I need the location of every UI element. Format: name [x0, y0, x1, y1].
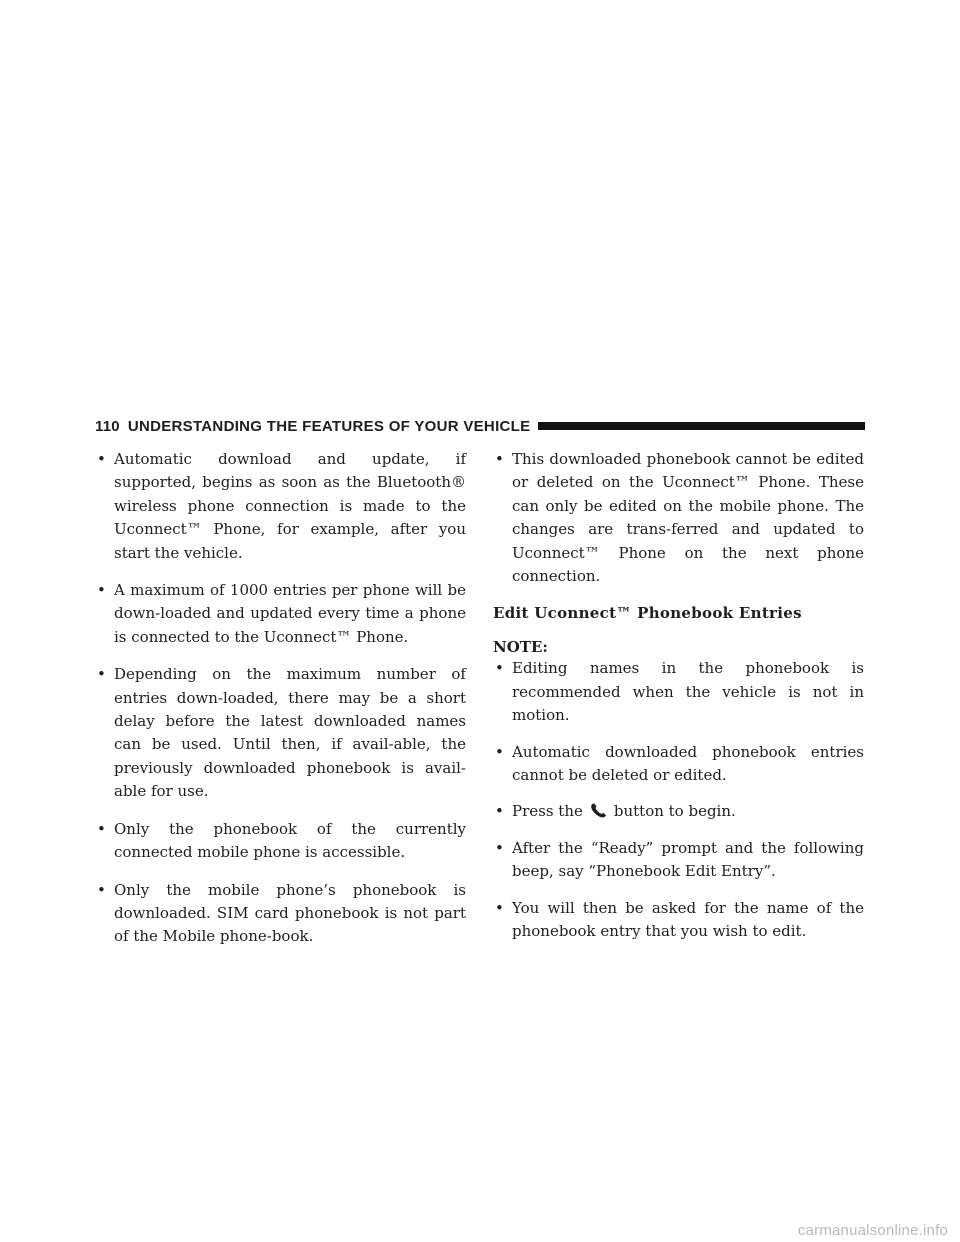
- list-item: [493, 657, 864, 727]
- right-column: [493, 448, 864, 957]
- left-bullet-list: [95, 448, 466, 949]
- bullet-glyph: •: [495, 450, 504, 468]
- list-item-text: A maximum of 1000 entries per phone will be down-loaded and updated every time a phone is connected to the Uconnect™ Phone.: [114, 581, 466, 646]
- list-item: [493, 897, 864, 944]
- bullet-glyph: •: [495, 838, 504, 857]
- bullet-glyph: •: [495, 898, 504, 917]
- list-item-text: Automatic download and update, if supported, begins as soon as the Bluetooth® wireless phone connection is made to the Uconnect™ Phone, for example, after you start the vehicle.: [114, 450, 466, 562]
- list-item-text: Only the mobile phone’s phonebook is downloaded. SIM card phonebook is not part of the Mobile phone-book.: [114, 880, 466, 946]
- right-top-bullet-list: [493, 448, 864, 588]
- list-item-text: Editing names in the phonebook is recommended when the vehicle is not in motion.: [512, 659, 864, 725]
- left-column: [95, 448, 466, 963]
- note-label: NOTE:: [493, 638, 548, 657]
- list-item: [95, 663, 466, 803]
- bullet-glyph: •: [97, 665, 106, 684]
- page-header: [95, 416, 865, 436]
- note-bullet-list: [493, 657, 864, 943]
- list-item: [493, 448, 864, 588]
- list-item-text: Automatic downloaded phonebook entries cannot be deleted or edited.: [512, 742, 864, 785]
- page-number: 110: [95, 417, 120, 435]
- list-item-text: After the “Ready” prompt and the following beep, say “Phonebook Edit Entry”.: [512, 838, 864, 881]
- bullet-glyph: •: [97, 819, 106, 838]
- list-item: [95, 818, 466, 865]
- bullet-glyph: •: [97, 581, 106, 600]
- bullet-glyph: •: [495, 802, 504, 821]
- phone-icon: [589, 803, 611, 819]
- list-item-text: Depending on the maximum number of entries down-loaded, there may be a short delay before the latest downloaded names can be used. Until then, if avail-able, the previously downloaded phonebook is avail-able for use.: [114, 665, 466, 801]
- list-item-text: This downloaded phonebook cannot be edited or deleted on the Uconnect™ Phone. These can only be edited on the mobile phone. The changes are trans-ferred and updated to Uconnect™ Phone on the next phone connection.: [512, 450, 864, 586]
- header-rule: [538, 422, 865, 430]
- press-suffix-text: button to begin.: [613, 802, 736, 821]
- bullet-glyph: •: [495, 659, 504, 678]
- section-heading: Edit Uconnect™ Phonebook Entries: [493, 604, 802, 623]
- list-item-text: Only the phonebook of the currently connected mobile phone is accessible.: [114, 819, 466, 862]
- list-item: [493, 741, 864, 788]
- bullet-glyph: •: [495, 742, 504, 761]
- list-item: [493, 837, 864, 884]
- list-item: [95, 879, 466, 949]
- bullet-glyph: •: [97, 450, 106, 468]
- bullet-glyph: •: [97, 880, 106, 899]
- watermark: carmanualsonline.info: [797, 1222, 948, 1239]
- press-prefix-text: Press the: [512, 802, 583, 821]
- list-item: [493, 800, 864, 823]
- list-item: [95, 579, 466, 649]
- list-item: [95, 448, 466, 565]
- chapter-title: UNDERSTANDING THE FEATURES OF YOUR VEHICLE: [127, 417, 531, 435]
- list-item-text: You will then be asked for the name of the phonebook entry that you wish to edit.: [512, 898, 864, 941]
